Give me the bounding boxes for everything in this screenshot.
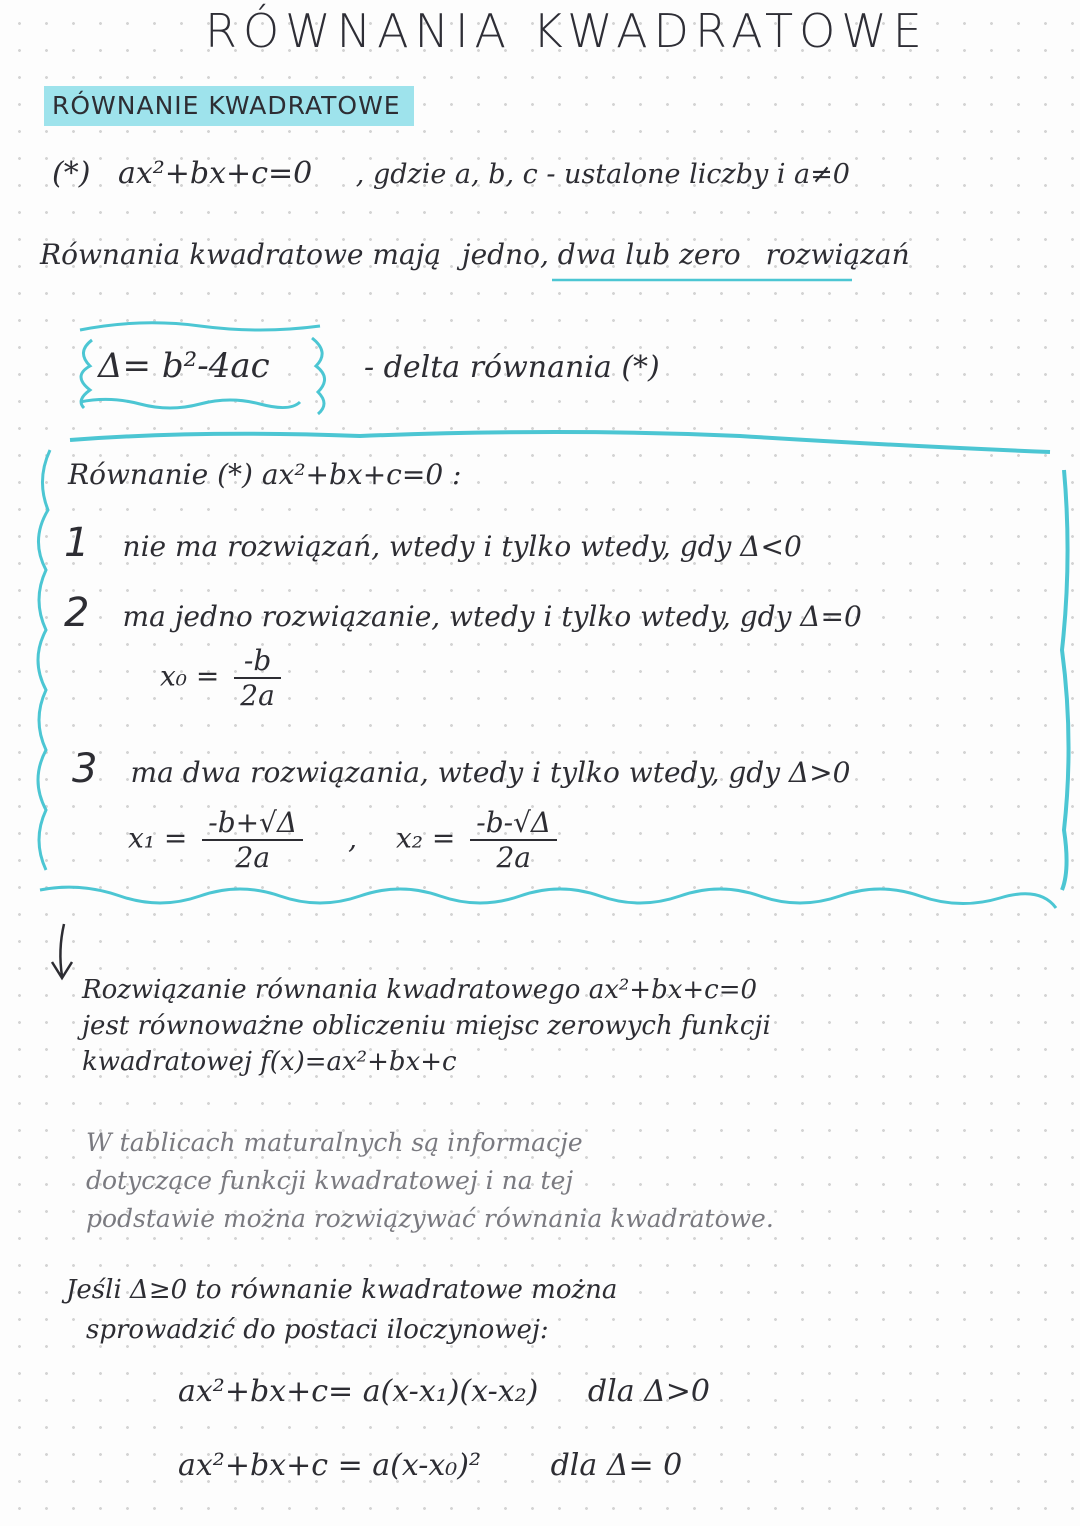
- x2-numerator: -b-√Δ: [470, 806, 557, 841]
- delta-description: - delta równania (*): [364, 350, 660, 385]
- x2-label: x₂ =: [395, 821, 456, 855]
- section-label: RÓWNANIE KWADRATOWE: [44, 86, 414, 126]
- definition-line: [52, 156, 850, 191]
- definition-marker: (*): [52, 156, 91, 191]
- cases-box-bottom: [40, 887, 1056, 908]
- case-1-number: 1: [64, 520, 90, 566]
- x0-formula: [160, 644, 287, 712]
- zeros-note-line-1: Rozwiązanie równania kwadratowego ax²+bx+c=0: [82, 975, 758, 1005]
- pencil-note-line-1: W tablicach maturalnych są informacje: [86, 1128, 583, 1157]
- factor-note-line-2: sprowadzić do postaci iloczynowej:: [86, 1315, 549, 1345]
- delta-box-left-brace: [81, 340, 92, 408]
- solutions-intro-after: rozwiązań: [765, 238, 910, 271]
- case-1-text: nie ma rozwiązań, wtedy i tylko wtedy, gdy Δ<0: [122, 530, 802, 563]
- definition-condition: , gdzie a, b, c - ustalone liczby i a≠0: [355, 159, 850, 190]
- case-2-number: 2: [64, 590, 90, 636]
- factor-formula-2: [178, 1448, 682, 1483]
- zeros-note-line-2: jest równoważne obliczeniu miejsc zerowych funkcji: [82, 1011, 771, 1041]
- x1-x2-formulas: [128, 806, 563, 874]
- case-3: [72, 746, 850, 792]
- x0-label: x₀ =: [160, 659, 220, 693]
- solutions-intro-underlined: jedno, dwa lub zero: [461, 238, 741, 271]
- solutions-intro: [40, 238, 910, 271]
- factor-formula-1: [178, 1374, 710, 1409]
- factor-formula-1-expr: ax²+bx+c= a(x-x₁)(x-x₂): [178, 1374, 539, 1409]
- x1-denominator: 2a: [235, 841, 271, 874]
- cases-box-left: [38, 450, 50, 870]
- delta-box-top-wave: [80, 323, 320, 330]
- x0-fraction: [234, 644, 281, 712]
- x2-denominator: 2a: [496, 841, 531, 874]
- case-2: [64, 590, 862, 636]
- factor-note: [66, 1270, 617, 1350]
- delta-box-bottom-wave: [80, 399, 300, 408]
- pencil-note-line-2: dotyczące funkcji kwadratowej i na tej: [86, 1166, 574, 1195]
- x1-numerator: -b+√Δ: [202, 806, 303, 841]
- pencil-note: [86, 1124, 774, 1238]
- factor-formula-1-cond: dla Δ>0: [587, 1374, 711, 1409]
- case-3-text: ma dwa rozwiązania, wtedy i tylko wtedy, gdy Δ>0: [130, 756, 851, 789]
- x-separator: ,: [348, 821, 358, 855]
- cases-box-right: [1062, 470, 1069, 890]
- x0-denominator: 2a: [240, 679, 275, 712]
- delta-box-right-brace: [312, 338, 325, 414]
- solutions-intro-before: Równania kwadratowe mają: [40, 238, 442, 271]
- definition-equation: ax²+bx+c=0: [117, 156, 313, 191]
- x1-fraction: [202, 806, 303, 874]
- x2-fraction: [470, 806, 557, 874]
- case-2-text: ma jedno rozwiązanie, wtedy i tylko wtedy, gdy Δ=0: [122, 600, 862, 633]
- page-title: RÓWNANIA KWADRATOWE: [205, 4, 928, 58]
- pencil-note-line-3: podstawie można rozwiązywać równania kwadratowe.: [86, 1204, 774, 1233]
- factor-formula-2-expr: ax²+bx+c = a(x-x₀)²: [178, 1448, 482, 1483]
- down-arrow-icon: [52, 924, 72, 978]
- x1-label: x₁ =: [128, 821, 188, 855]
- zeros-note-line-3: kwadratowej f(x)=ax²+bx+c: [82, 1047, 457, 1077]
- factor-formula-2-cond: dla Δ= 0: [550, 1448, 683, 1483]
- cases-box-top: [70, 432, 1050, 452]
- delta-formula: Δ= b²-4ac: [98, 346, 270, 386]
- zeros-note: [82, 972, 771, 1080]
- case-1: [64, 520, 802, 566]
- cases-header: Równanie (*) ax²+bx+c=0 :: [68, 458, 462, 491]
- case-3-number: 3: [72, 746, 98, 792]
- factor-note-line-1: Jeśli Δ≥0 to równanie kwadratowe można: [66, 1275, 618, 1305]
- x0-numerator: -b: [234, 644, 281, 679]
